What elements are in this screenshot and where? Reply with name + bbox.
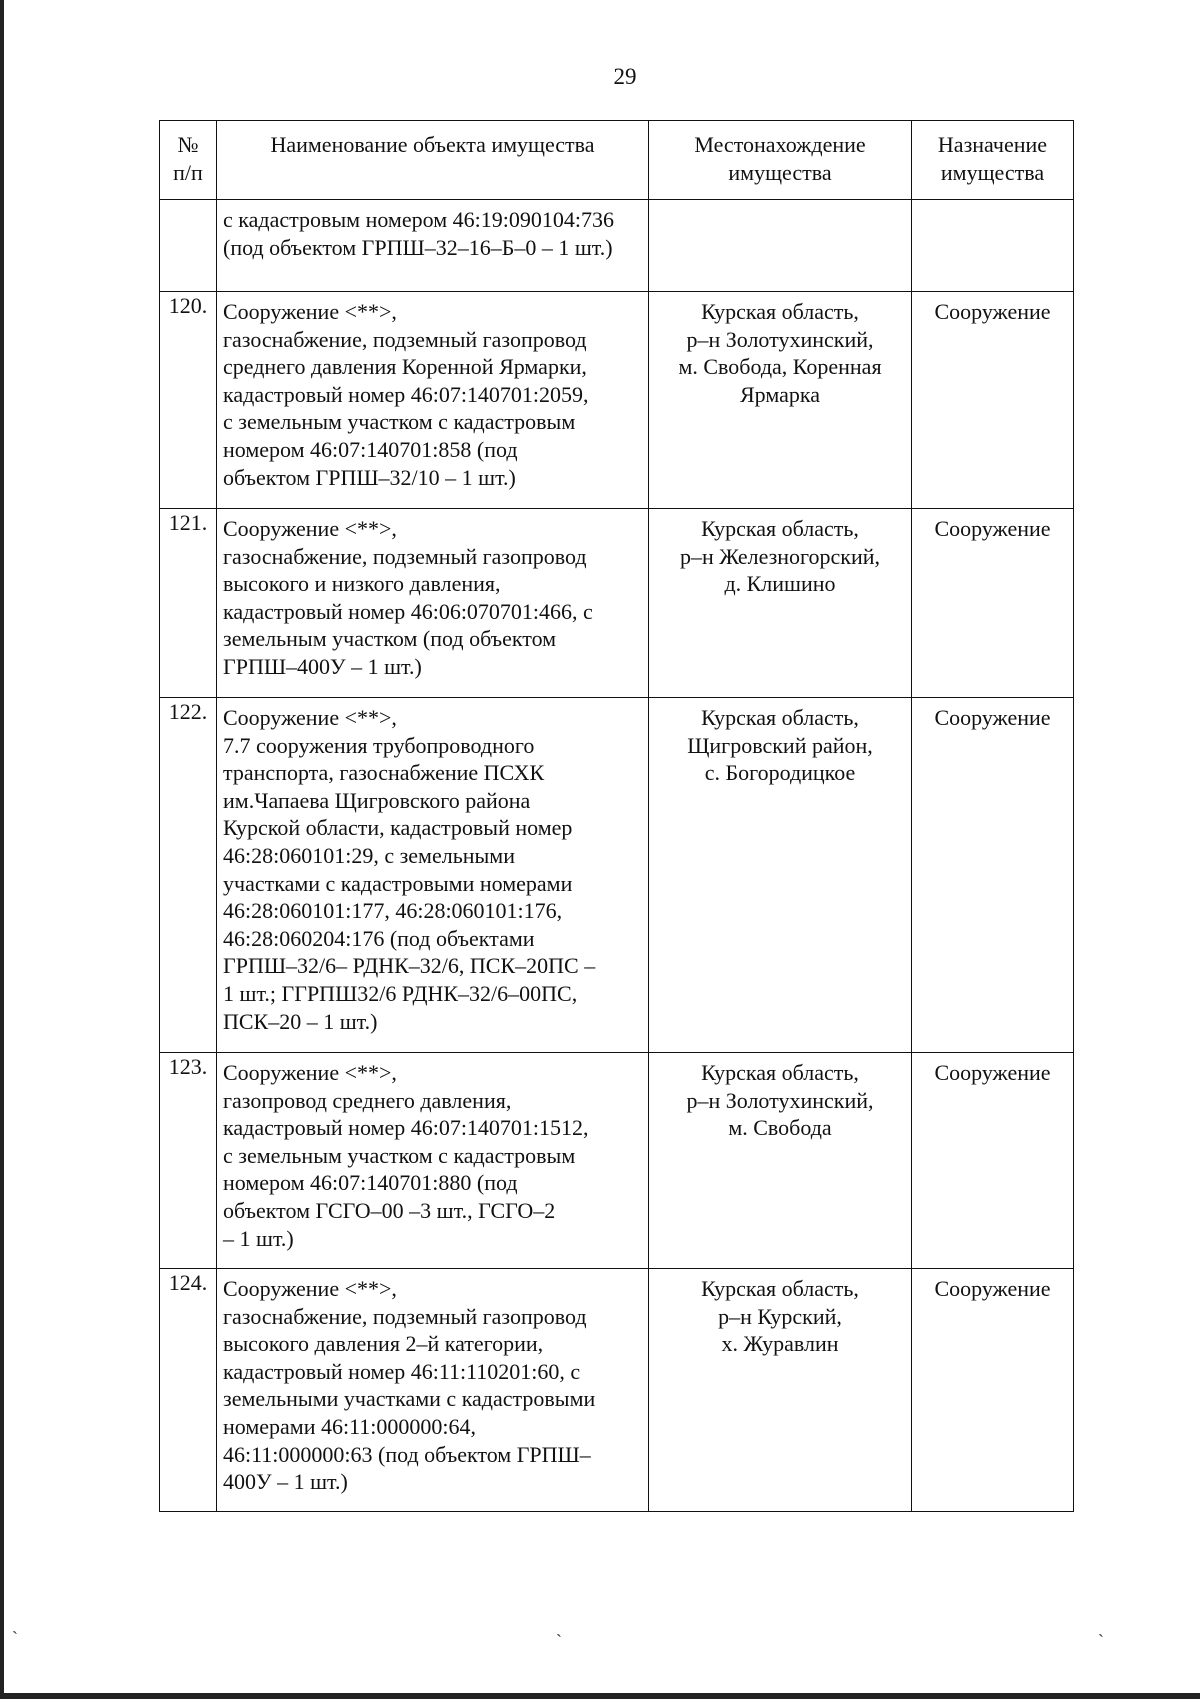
object-name: Сооружение <**>, газопровод среднего давления, кадастровый номер 46:07:140701:1512, с земельным участком с кадастровым номером 46:07:140701:880 (под объектом ГСГО–00 –3 шт., ГСГО–2 – 1 шт.)	[217, 1053, 649, 1269]
object-purpose: Сооружение	[912, 509, 1074, 698]
row-number: 122.	[160, 698, 217, 1053]
table-row	[160, 292, 1074, 509]
header-location: Местонахождение имущества	[649, 121, 912, 200]
row-number: 124.	[160, 1269, 217, 1512]
table-header-row	[160, 121, 1074, 200]
object-purpose: Сооружение	[912, 1269, 1074, 1512]
object-purpose: Сооружение	[912, 292, 1074, 509]
scan-speck: ˏ	[12, 1614, 18, 1634]
object-name: Сооружение <**>, газоснабжение, подземный газопровод высокого давления 2–й категории, кадастровый номер 46:11:110201:60, с земельными участками с кадастровыми номерами 46:11:000000:64, 46:11:000000:63 (под объектом ГРПШ– 400У – 1 шт.)	[217, 1269, 649, 1512]
object-purpose: Сооружение	[912, 698, 1074, 1053]
table-row	[160, 200, 1074, 292]
object-location: Курская область, р–н Курский, х. Журавлин	[649, 1269, 912, 1512]
object-purpose: Сооружение	[912, 1053, 1074, 1269]
object-location	[649, 200, 912, 292]
object-location: Курская область, р–н Золотухинский, м. Свобода	[649, 1053, 912, 1269]
header-purpose: Назначение имущества	[912, 121, 1074, 200]
row-number: 120.	[160, 292, 217, 509]
scan-speck: ˏ	[556, 1617, 562, 1637]
scan-speck: ˏ	[1098, 1617, 1104, 1637]
object-name: с кадастровым номером 46:19:090104:736 (под объектом ГРПШ–32–16–Б–0 – 1 шт.)	[217, 200, 649, 292]
table-row	[160, 698, 1074, 1053]
header-name: Наименование объекта имущества	[217, 121, 649, 200]
object-location: Курская область, Щигровский район, с. Богородицкое	[649, 698, 912, 1053]
row-number: 121.	[160, 509, 217, 698]
object-location: Курская область, р–н Железногорский, д. Клишино	[649, 509, 912, 698]
object-name: Сооружение <**>, газоснабжение, подземный газопровод среднего давления Коренной Ярмарки, кадастровый номер 46:07:140701:2059, с земельным участком с кадастровым номером 46:07:140701:858 (под объектом ГРПШ–32/10 – 1 шт.)	[217, 292, 649, 509]
object-name: Сооружение <**>, 7.7 сооружения трубопроводного транспорта, газоснабжение ПСХК им.Чапаева Щигровского района Курской области, кадастровый номер 46:28:060101:29, с земельными участками с кадастровыми номерами 46:28:060101:177, 46:28:060101:176, 46:28:060204:176 (под объектами ГРПШ–32/6– РДНК–32/6, ПСК–20ПС – 1 шт.; ГГРПШ32/6 РДНК–32/6–00ПС, ПСК–20 – 1 шт.)	[217, 698, 649, 1053]
object-purpose	[912, 200, 1074, 292]
property-table	[159, 120, 1074, 1512]
row-number: 123.	[160, 1053, 217, 1269]
page-number: 29	[613, 64, 637, 89]
table-row	[160, 509, 1074, 698]
header-num: № п/п	[160, 121, 217, 200]
row-number	[160, 200, 217, 292]
scan-left-edge	[0, 0, 4, 1699]
scan-bottom-edge	[0, 1693, 1200, 1699]
object-location: Курская область, р–н Золотухинский, м. Свобода, Коренная Ярмарка	[649, 292, 912, 509]
table-row	[160, 1053, 1074, 1269]
table-row	[160, 1269, 1074, 1512]
object-name: Сооружение <**>, газоснабжение, подземный газопровод высокого и низкого давления, кадастровый номер 46:06:070701:466, с земельным участком (под объектом ГРПШ–400У – 1 шт.)	[217, 509, 649, 698]
